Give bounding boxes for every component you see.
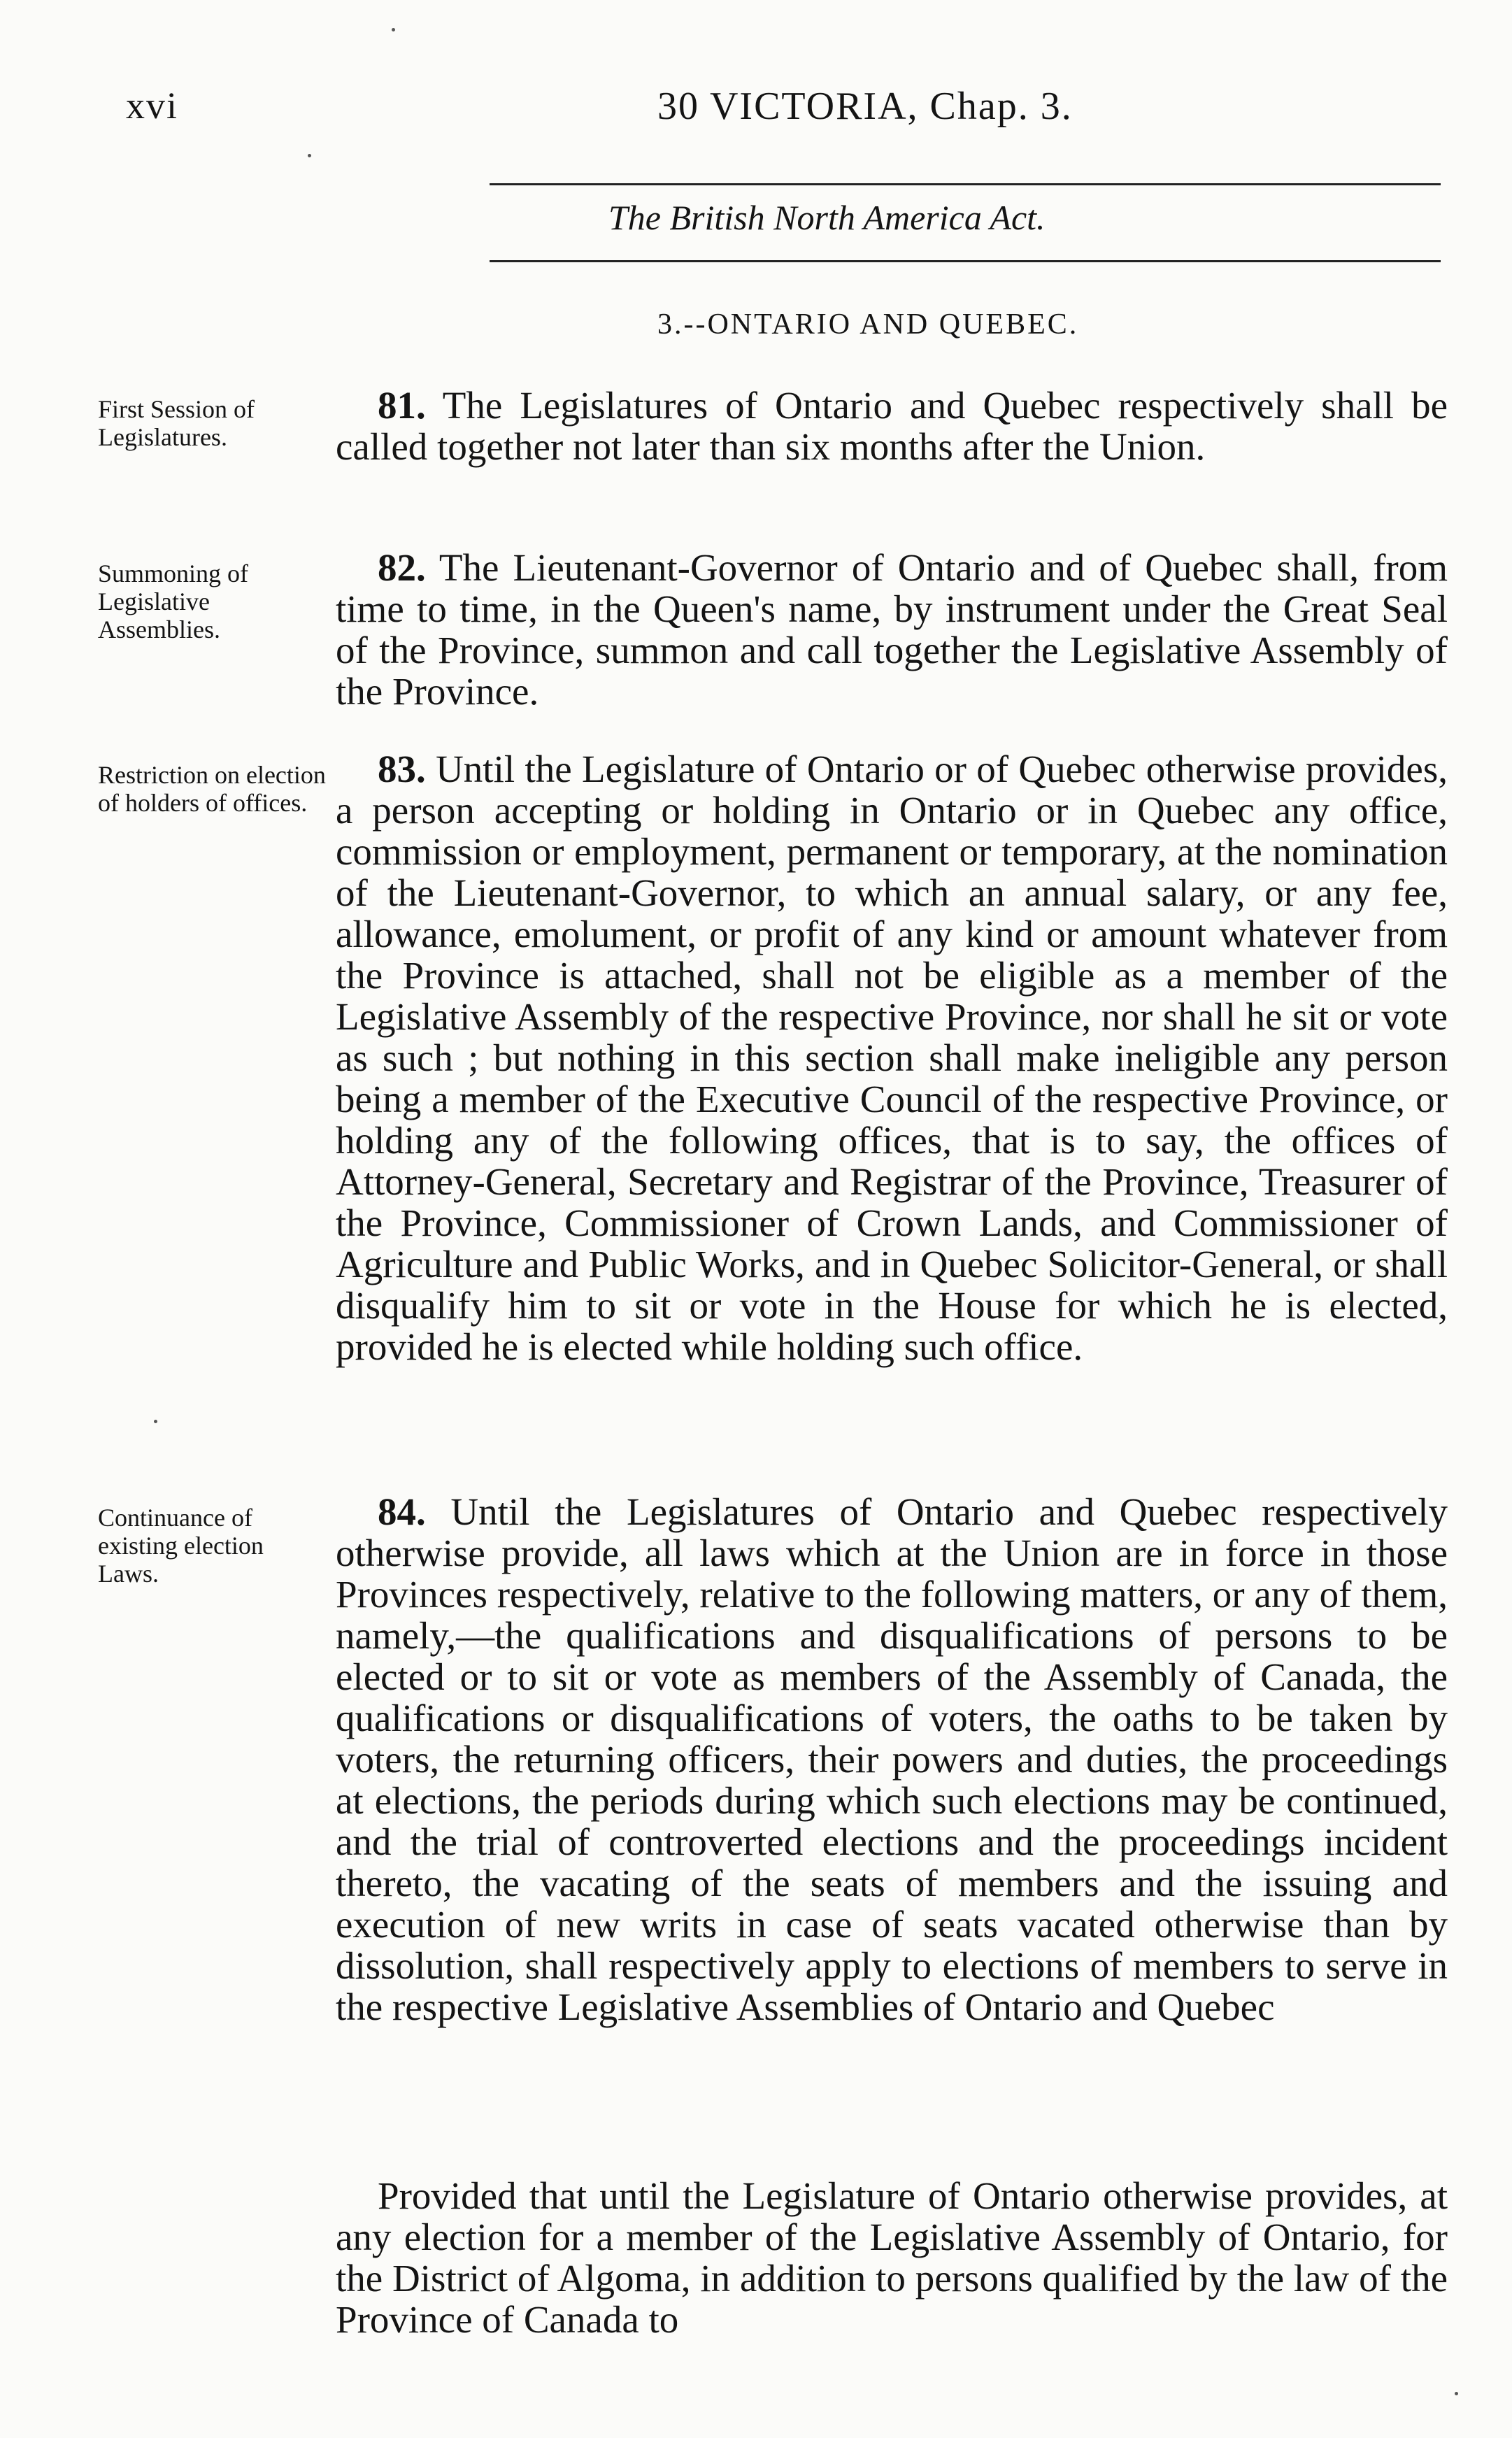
section-text: The Lieutenant-Governor of Ontario and of Quebec shall, from time to time, in the Queen's name, by instrument under the Great Seal of the Province, summon and call together the Legislative Assembly of the Province.	[336, 546, 1448, 713]
section-81	[336, 385, 1448, 467]
print-speck	[154, 1420, 157, 1423]
sidenote-82: Summoning of Legislative Assemblies.	[98, 559, 249, 643]
proviso-paragraph: Provided that until the Legislature of Ontario otherwise provides, at any election for a member of the Legislative Assembly of Ontario, for the District of Algoma, in addition to persons qualified by the law of the Province of Canada to	[336, 2174, 1448, 2341]
section-83	[336, 748, 1448, 1367]
section-number: 83.	[378, 748, 426, 790]
section-84	[336, 1491, 1448, 2027]
section-heading: 3.--ONTARIO AND QUEBEC.	[657, 308, 1079, 341]
act-title: The British North America Act.	[608, 198, 1046, 237]
print-speck	[308, 154, 311, 157]
section-text: Until the Legislature of Ontario or of Quebec otherwise provides, a person accepting or holding in Ontario or in Quebec any office, commission or employment, permanent or temporary, at the nomination of the Lieutenant-Governor, to which an annual salary, or any fee, allowance, emolument, or profit of any kind or amount whatever from the Province is attached, shall not be eligible as a member of the Legislative Assembly of the respective Province, nor shall he sit or vote as such ; but nothing in this section shall make ineligible any person being a member of the Executive Council of the respective Province, or holding any of the following offices, that is to say, the offices of Attorney-General, Secretary and Registrar of the Province, Treasurer of the Province, Commissioner of Crown Lands, and Commissioner of Agriculture and Public Works, and in Quebec Solicitor-General, or shall disqualify him to sit or vote in the House for which he is elected, provided he is elected while holding such office.	[336, 748, 1448, 1368]
page-number: xvi	[126, 85, 179, 127]
header-rule-top	[490, 183, 1441, 185]
section-text: Until the Legislatures of Ontario and Quebec respectively otherwise provide, all laws which at the Union are in force in those Provinces respectively, relative to the following matters, or any of them, namely,—the qualifications and disqualifications of persons to be elected or to sit or vote as members of the Assembly of Canada, the qualifications or disqualifications of voters, the oaths to be taken by voters, the returning officers, their powers and duties, the proceedings at elections, the periods during which such elections may be continued, and the trial of controverted elections and the proceedings incident thereto, the vacating of the seats of members and the issuing and execution of new writs in case of seats vacated otherwise than by dissolution, shall respectively apply to elections of members to serve in the respective Legislative Assemblies of Ontario and Quebec	[336, 1490, 1448, 2028]
sidenote-84: Continuance of existing election Laws.	[98, 1504, 264, 1588]
running-title: 30 VICTORIA, Chap. 3.	[657, 85, 1073, 128]
section-number: 81.	[378, 384, 426, 427]
sidenote-83: Restriction on election of holders of offices.	[98, 761, 326, 817]
section-number: 84.	[378, 1490, 426, 1533]
sidenote-81: First Session of Legislatures.	[98, 395, 255, 451]
header-rule-bottom	[490, 260, 1441, 262]
print-speck	[392, 28, 395, 31]
section-text: The Legislatures of Ontario and Quebec respectively shall be called together not later than six months after the Union.	[336, 384, 1448, 468]
section-82	[336, 547, 1448, 712]
print-speck	[1455, 2392, 1458, 2395]
section-number: 82.	[378, 546, 426, 589]
